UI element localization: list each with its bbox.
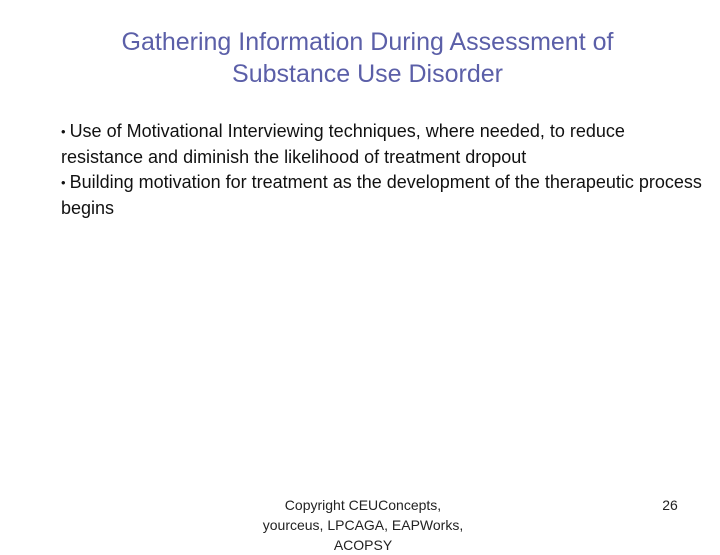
slide-body	[61, 119, 711, 221]
bullet-item	[61, 119, 711, 170]
copyright-line-2: yourceus, LPCAGA, EAPWorks,	[262, 517, 464, 533]
copyright-line-1: Copyright CEUConcepts,	[284, 497, 442, 513]
bullet-icon: •	[61, 124, 66, 139]
slide-title-line-2: Substance Use Disorder	[232, 60, 503, 88]
bullet-icon: •	[61, 175, 66, 190]
page-number: 26	[662, 497, 678, 513]
slide-title	[60, 26, 675, 90]
footer-copyright	[248, 495, 478, 555]
bullet-text: Use of Motivational Interviewing techniques, where needed, to reduce resistance and diminish the likelihood of treatment dropout	[61, 121, 625, 167]
slide-title-line-1: Gathering Information During Assessment of	[121, 28, 614, 56]
bullet-item	[61, 170, 711, 221]
bullet-text: Building motivation for treatment as the development of the therapeutic process begins	[61, 172, 702, 218]
copyright-line-3: ACOPSY	[333, 537, 393, 553]
